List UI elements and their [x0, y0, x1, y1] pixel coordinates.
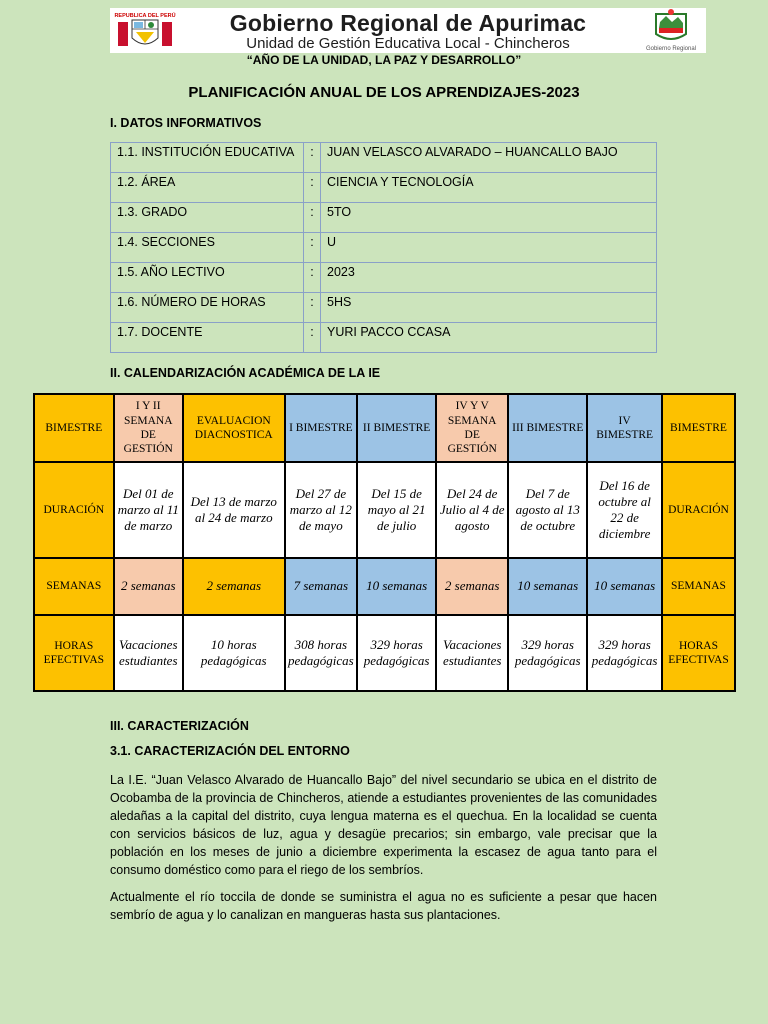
info-value: 5HS — [321, 293, 657, 323]
calendar-cell: Del 01 de marzo al 11 de marzo — [114, 462, 183, 558]
right-emblem-label: Gobierno Regional — [645, 46, 697, 52]
info-label: 1.7. DOCENTE — [111, 323, 304, 353]
info-value: 2023 — [321, 263, 657, 293]
calendar-cell: I BIMESTRE — [285, 394, 357, 462]
info-value: CIENCIA Y TECNOLOGÍA — [321, 173, 657, 203]
info-separator: : — [304, 293, 321, 323]
info-value: U — [321, 233, 657, 263]
section-caracterizacion-heading: III. CARACTERIZACIÓN — [110, 719, 249, 733]
info-row — [111, 293, 657, 323]
subsection-entorno-heading: 3.1. CARACTERIZACIÓN DEL ENTORNO — [110, 744, 350, 758]
info-label: 1.6. NÚMERO DE HORAS — [111, 293, 304, 323]
calendar-cell: 10 semanas — [508, 558, 587, 615]
calendar-cell: 2 semanas — [114, 558, 183, 615]
calendar-row-header: BIMESTRE — [662, 394, 735, 462]
calendar-cell: 10 semanas — [587, 558, 662, 615]
info-separator: : — [304, 203, 321, 233]
calendar-cell: 2 semanas — [183, 558, 285, 615]
header-banner — [110, 8, 706, 53]
calendar-cell: III BIMESTRE — [508, 394, 587, 462]
info-separator: : — [304, 323, 321, 353]
calendar-row-header: DURACIÓN — [662, 462, 735, 558]
regional-government-logo — [636, 8, 706, 53]
header-title: Gobierno Regional de Apurimac — [229, 10, 587, 36]
info-row — [111, 173, 657, 203]
section-datos-heading: I. DATOS INFORMATIVOS — [110, 116, 262, 130]
calendar-cell: Del 16 de octubre al 22 de diciembre — [587, 462, 662, 558]
calendar-cell: I Y II SEMANA DE GESTIÓN — [114, 394, 183, 462]
info-value: 5TO — [321, 203, 657, 233]
calendar-cell: EVALUACION DIACNOSTICA — [183, 394, 285, 462]
info-value: YURI PACCO CCASA — [321, 323, 657, 353]
duracion-row — [34, 462, 735, 558]
calendar-cell: 308 horas pedagógicas — [285, 615, 357, 691]
calendar-row-header: DURACIÓN — [34, 462, 114, 558]
calendar-row-header: HORAS EFECTIVAS — [34, 615, 114, 691]
entorno-paragraph-2: Actualmente el río toccila de donde se suministra el agua no es suficiente a pesar que hacen sembrío de agua y lo canalizan en mangueras hasta sus plantaciones. — [110, 890, 657, 922]
calendar-cell: 329 horas pedagógicas — [508, 615, 587, 691]
calendar-cell: IV Y V SEMANA DE GESTIÓN — [436, 394, 508, 462]
calendar-cell: Vacaciones estudiantes — [436, 615, 508, 691]
info-label: 1.3. GRADO — [111, 203, 304, 233]
calendar-cell: 10 semanas — [357, 558, 436, 615]
svg-text:REPUBLICA DEL PERÚ: REPUBLICA DEL PERÚ — [114, 13, 176, 19]
calendar-cell: Del 15 de mayo al 21 de julio — [357, 462, 436, 558]
info-row — [111, 203, 657, 233]
section-calendar-heading: II. CALENDARIZACIÓN ACADÉMICA DE LA IE — [110, 366, 381, 380]
info-separator: : — [304, 143, 321, 173]
document-title: PLANIFICACIÓN ANUAL DE LOS APRENDIZAJES-2023 — [188, 84, 580, 101]
info-row — [111, 263, 657, 293]
entorno-paragraph-1: La I.E. “Juan Velasco Alvarado de Huancallo Bajo” del nivel secundario se ubica en el distrito de Ocobamba de la provincia de Chincheros, atiende a estudiantes provenientes de las comunidades aledañas a la capital del distrito, cuya lengua materna es el quechua. En la localidad se cuenta con servicios básicos de luz, agua y desagüe precarios; sin embargo, vale precisar que la población en los meses de junio a diciembre experimenta la escasez de agua tanto para el consumo doméstico como para el riego de los sembríos. — [110, 773, 657, 877]
peru-coat-of-arms-logo — [110, 8, 180, 53]
info-label: 1.2. ÁREA — [111, 173, 304, 203]
horas-row — [34, 615, 735, 691]
calendar-table — [33, 393, 736, 692]
info-row — [111, 233, 657, 263]
calendar-cell: Del 7 de agosto al 13 de octubre — [508, 462, 587, 558]
info-separator: : — [304, 263, 321, 293]
calendar-cell: IV BIMESTRE — [587, 394, 662, 462]
header-subtitle: Unidad de Gestión Educativa Local - Chincheros — [246, 35, 570, 52]
calendar-cell: 7 semanas — [285, 558, 357, 615]
calendar-row-header: SEMANAS — [34, 558, 114, 615]
info-separator: : — [304, 173, 321, 203]
datos-informativos-table — [110, 142, 657, 353]
calendar-cell: Vacaciones estudiantes — [114, 615, 183, 691]
info-label: 1.5. AÑO LECTIVO — [111, 263, 304, 293]
info-value: JUAN VELASCO ALVARADO – HUANCALLO BAJO — [321, 143, 657, 173]
calendar-cell: Del 13 de marzo al 24 de marzo — [183, 462, 285, 558]
calendar-row-header: SEMANAS — [662, 558, 735, 615]
calendar-cell: 329 horas pedagógicas — [357, 615, 436, 691]
info-row — [111, 323, 657, 353]
bimestre-row — [34, 394, 735, 462]
calendar-row-header: HORAS EFECTIVAS — [662, 615, 735, 691]
calendar-cell: Del 24 de Julio al 4 de agosto — [436, 462, 508, 558]
info-row — [111, 143, 657, 173]
year-motto: “AÑO DE LA UNIDAD, LA PAZ Y DESARROLLO” — [246, 53, 522, 67]
calendar-cell: 10 horas pedagógicas — [183, 615, 285, 691]
semanas-row — [34, 558, 735, 615]
calendar-cell: II BIMESTRE — [357, 394, 436, 462]
calendar-cell: Del 27 de marzo al 12 de mayo — [285, 462, 357, 558]
info-label: 1.1. INSTITUCIÓN EDUCATIVA — [111, 143, 304, 173]
calendar-cell: 329 horas pedagógicas — [587, 615, 662, 691]
calendar-row-header: BIMESTRE — [34, 394, 114, 462]
calendar-cell: 2 semanas — [436, 558, 508, 615]
info-separator: : — [304, 233, 321, 263]
info-label: 1.4. SECCIONES — [111, 233, 304, 263]
